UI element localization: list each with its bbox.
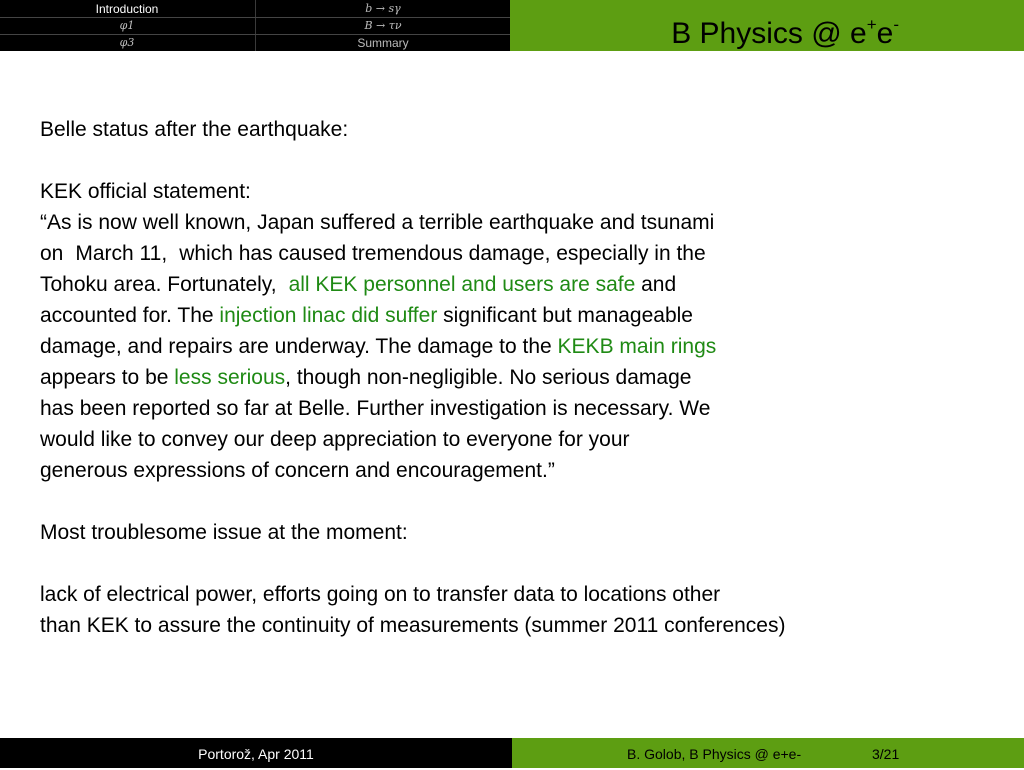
title-superscript-minus: - bbox=[893, 15, 899, 34]
nav-column-right bbox=[255, 0, 510, 51]
quote-text: which has caused tremendous damage, especially in the bbox=[179, 242, 706, 265]
quote-text: March 11, bbox=[75, 242, 168, 265]
quote-text: on bbox=[40, 242, 64, 265]
quote-line bbox=[40, 238, 1000, 269]
highlight-personnel-safe: all KEK personnel and users are safe bbox=[288, 273, 636, 296]
section-navigation bbox=[0, 0, 510, 51]
highlight-linac-damage: injection linac did suffer bbox=[219, 304, 438, 327]
quote-line: has been reported so far at Belle. Further investigation is necessary. We bbox=[40, 397, 711, 420]
title-superscript-plus: + bbox=[866, 15, 877, 34]
footer-author: B. Golob, B Physics @ e+e- bbox=[627, 746, 802, 762]
quote-text: and bbox=[635, 273, 677, 296]
nav-link-summary[interactable]: Summary bbox=[357, 36, 409, 50]
header-bar bbox=[0, 0, 1024, 51]
title-panel bbox=[510, 0, 1024, 51]
footer-location-date: Portorož, Apr 2011 bbox=[0, 738, 512, 768]
quote-line bbox=[40, 269, 1000, 300]
quote-line bbox=[40, 331, 1000, 362]
quote-text: appears to be bbox=[40, 366, 175, 389]
spacer bbox=[40, 145, 1000, 176]
footer-right-panel bbox=[512, 738, 1024, 768]
footer-bar bbox=[0, 738, 1024, 768]
statement-label: KEK official statement: bbox=[40, 180, 251, 203]
quote-line: generous expressions of concern and encouragement.” bbox=[40, 459, 555, 482]
nav-link-phi3[interactable]: φ3 bbox=[119, 36, 135, 49]
highlight-kekb-rings: KEKB main rings bbox=[557, 335, 717, 358]
title-text-b-physics: B Physics @ e bbox=[671, 17, 867, 50]
issue-line: lack of electrical power, efforts going on to transfer data to locations other bbox=[40, 583, 721, 606]
quote-text: Tohoku area. Fortunately, bbox=[40, 273, 277, 296]
quote-text: significant but manageable bbox=[437, 304, 693, 327]
page-title bbox=[671, 8, 899, 53]
quote-text: , though non-negligible. No serious damage bbox=[285, 366, 692, 389]
nav-divider bbox=[0, 17, 510, 18]
page-number: 3/21 bbox=[872, 746, 900, 762]
nav-link-introduction[interactable]: Introduction bbox=[95, 2, 159, 16]
highlight-less-serious: less serious bbox=[174, 366, 286, 389]
title-text-e: e bbox=[876, 17, 894, 50]
quote-line: “As is now well known, Japan suffered a terrible earthquake and tsunami bbox=[40, 211, 715, 234]
nav-link-b-to-s-gamma[interactable]: b → sγ bbox=[365, 2, 401, 15]
slide-content bbox=[40, 114, 1000, 641]
nav-link-b-to-tau-nu[interactable]: B → τν bbox=[364, 19, 402, 32]
nav-divider bbox=[0, 34, 510, 35]
spacer bbox=[40, 486, 1000, 517]
nav-link-phi1[interactable]: φ1 bbox=[119, 19, 135, 32]
quote-line: would like to convey our deep appreciation to everyone for your bbox=[40, 428, 630, 451]
spacer bbox=[40, 548, 1000, 579]
nav-column-left bbox=[0, 0, 254, 51]
slide-heading: Belle status after the earthquake: bbox=[40, 118, 349, 141]
quote-line bbox=[40, 300, 1000, 331]
quote-text: accounted for. The bbox=[40, 304, 220, 327]
issue-line: than KEK to assure the continuity of measurements (summer 2011 conferences) bbox=[40, 614, 786, 637]
issue-label: Most troublesome issue at the moment: bbox=[40, 521, 408, 544]
quote-text: damage, and repairs are underway. The damage to the bbox=[40, 335, 558, 358]
quote-line bbox=[40, 362, 1000, 393]
